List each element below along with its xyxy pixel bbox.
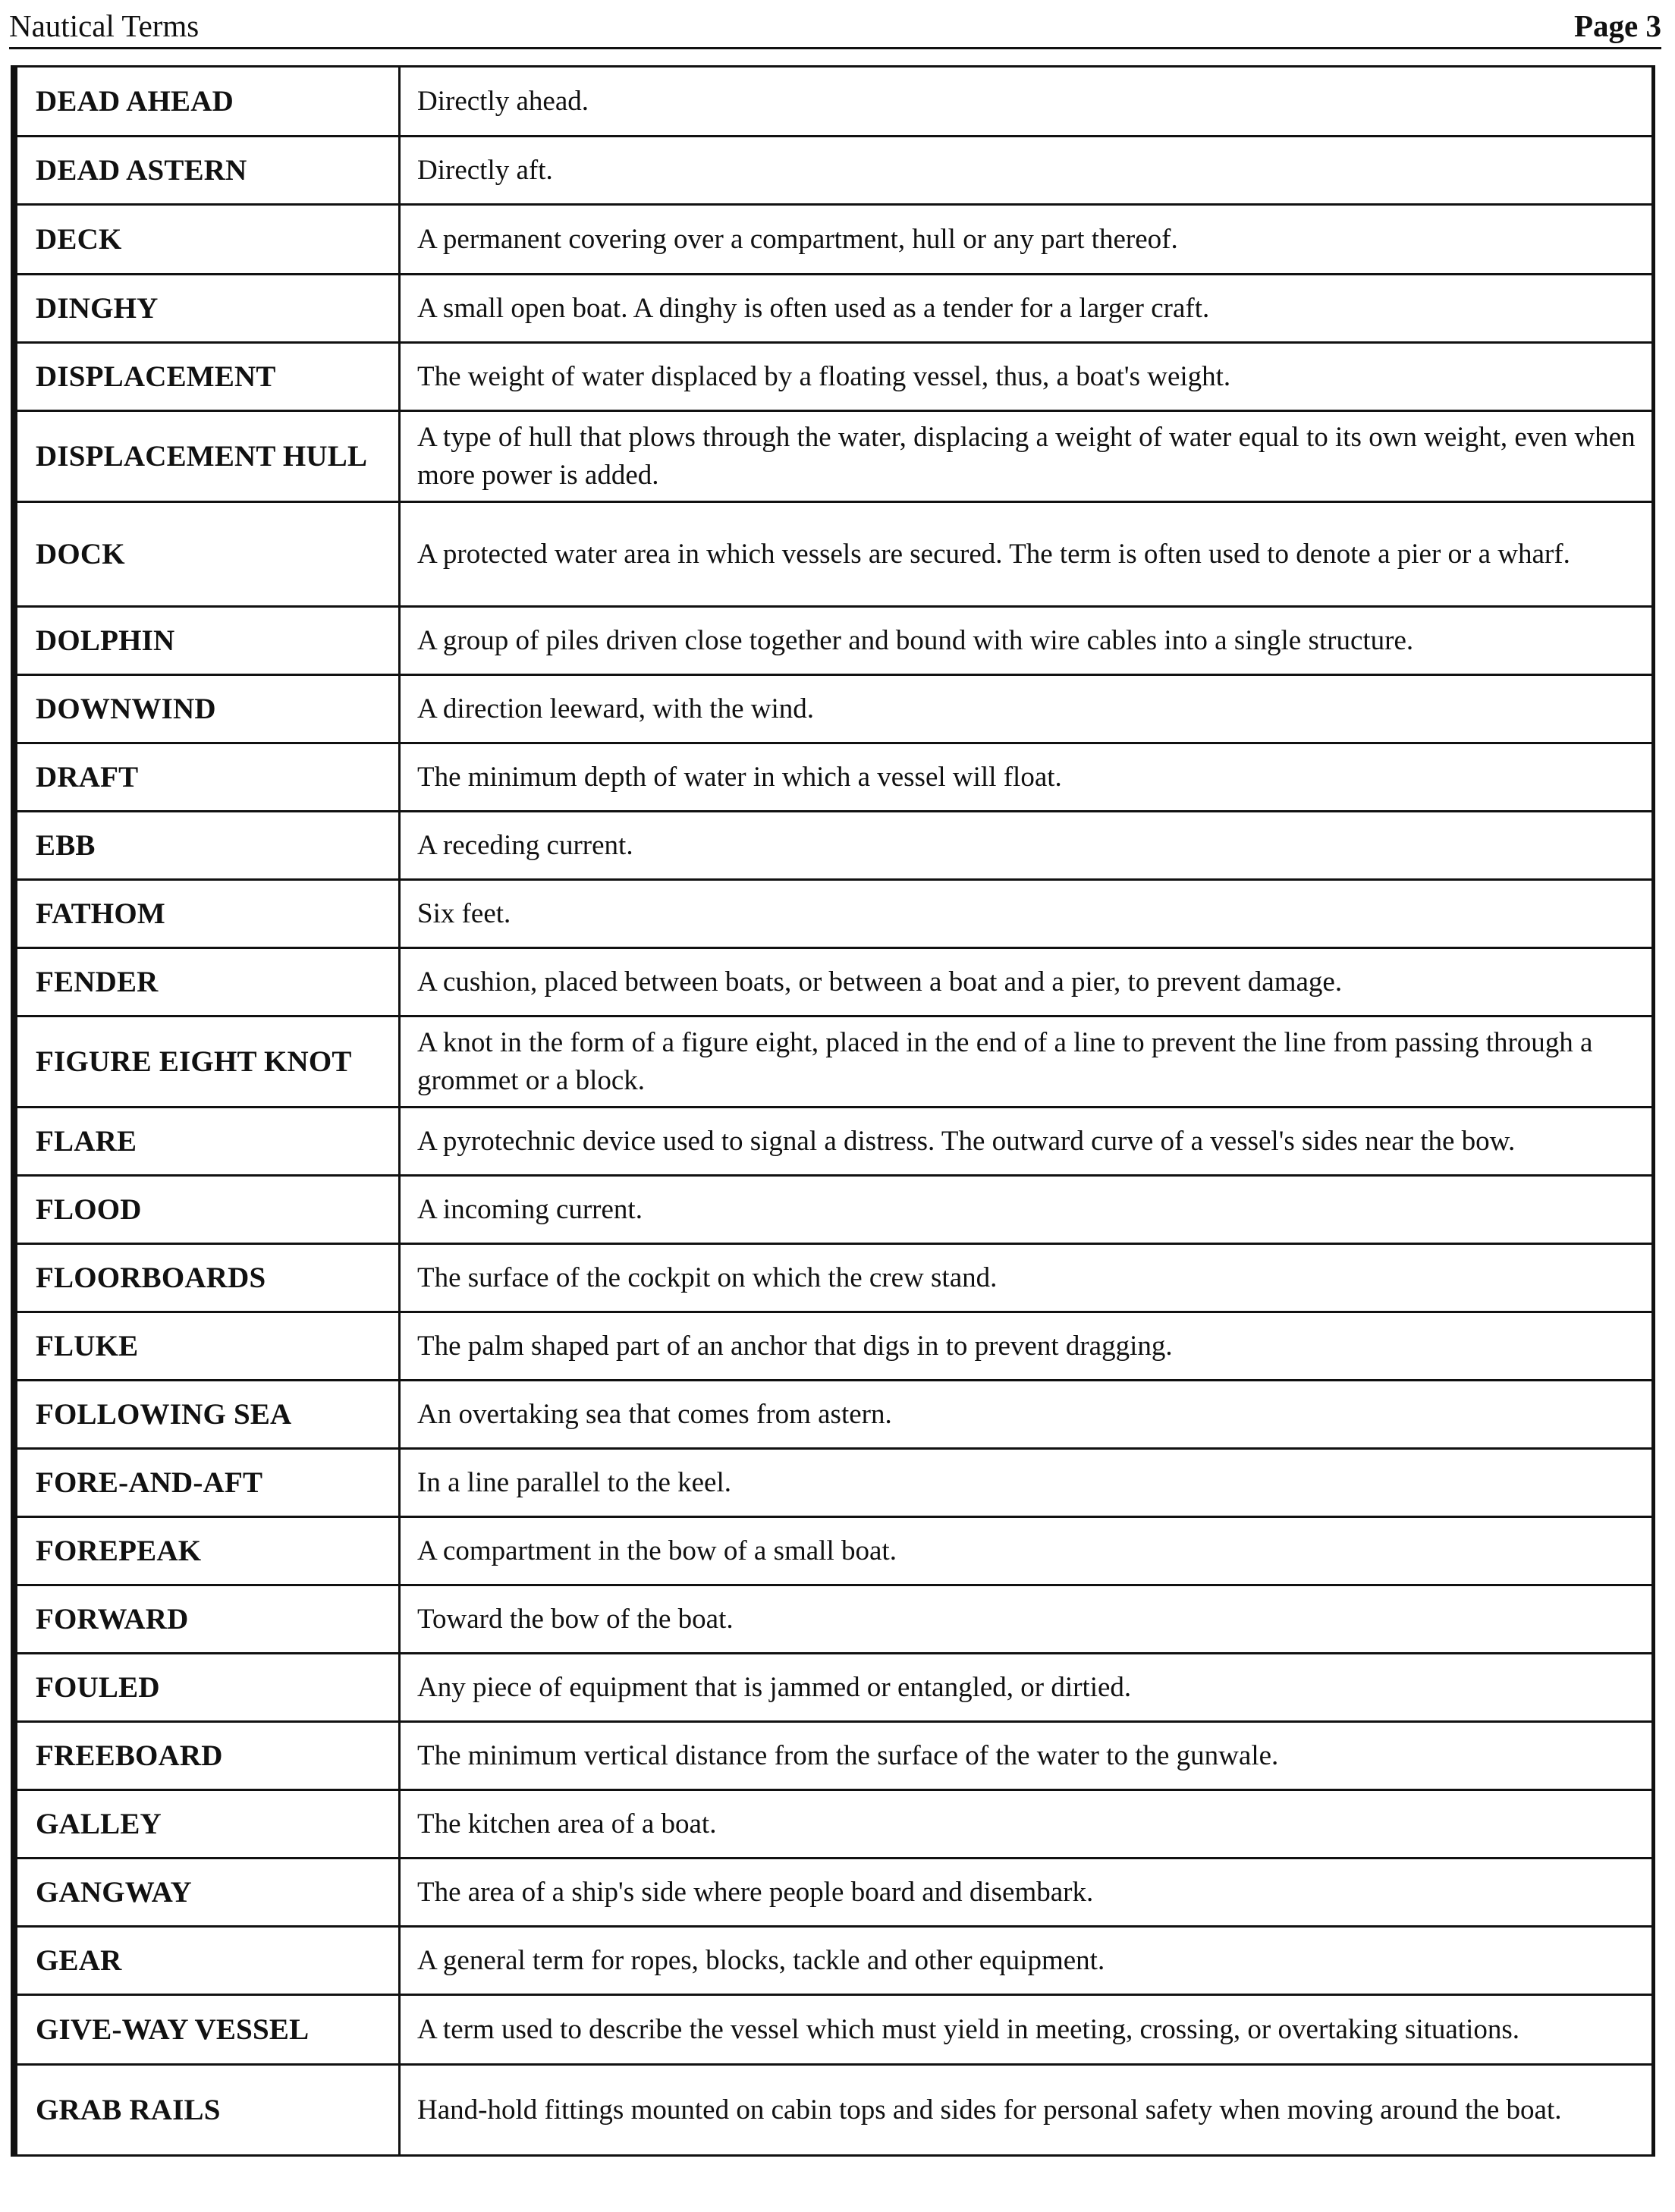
definition-cell: A compartment in the bow of a small boat. xyxy=(400,1517,1654,1585)
term-cell: FATHOM xyxy=(14,880,400,948)
glossary-row xyxy=(14,1859,1654,1927)
glossary-row xyxy=(14,1927,1654,1995)
glossary-row xyxy=(14,1108,1654,1176)
term-cell: FENDER xyxy=(14,948,400,1016)
glossary-row xyxy=(14,205,1654,275)
definition-cell: The minimum depth of water in which a vessel will float. xyxy=(400,743,1654,812)
term-cell: DOWNWIND xyxy=(14,675,400,743)
glossary-row xyxy=(14,1722,1654,1790)
term-cell: FORWARD xyxy=(14,1585,400,1654)
term-cell: DINGHY xyxy=(14,275,400,343)
definition-cell: A general term for ropes, blocks, tackle and other equipment. xyxy=(400,1927,1654,1995)
term-cell: GANGWAY xyxy=(14,1859,400,1927)
glossary-row xyxy=(14,1449,1654,1517)
term-cell: GRAB RAILS xyxy=(14,2065,400,2156)
definition-cell: Directly ahead. xyxy=(400,67,1654,137)
glossary-row xyxy=(14,607,1654,675)
glossary-row xyxy=(14,502,1654,607)
term-cell: FOLLOWING SEA xyxy=(14,1381,400,1449)
term-cell: FIGURE EIGHT KNOT xyxy=(14,1016,400,1108)
glossary-row xyxy=(14,67,1654,137)
definition-cell: A small open boat. A dinghy is often used as a tender for a larger craft. xyxy=(400,275,1654,343)
glossary-row xyxy=(14,1381,1654,1449)
definition-cell: A receding current. xyxy=(400,812,1654,880)
term-cell: GEAR xyxy=(14,1927,400,1995)
glossary-row xyxy=(14,1654,1654,1722)
glossary-row xyxy=(14,1176,1654,1244)
glossary-row xyxy=(14,1016,1654,1108)
glossary-row xyxy=(14,1995,1654,2065)
term-cell: DECK xyxy=(14,205,400,275)
definition-cell: An overtaking sea that comes from astern. xyxy=(400,1381,1654,1449)
definition-cell: In a line parallel to the keel. xyxy=(400,1449,1654,1517)
term-cell: FLOOD xyxy=(14,1176,400,1244)
definition-cell: The surface of the cockpit on which the crew stand. xyxy=(400,1244,1654,1312)
definition-cell: Any piece of equipment that is jammed or entangled, or dirtied. xyxy=(400,1654,1654,1722)
page-header xyxy=(9,5,1661,49)
glossary-row xyxy=(14,948,1654,1016)
definition-cell: A term used to describe the vessel which must yield in meeting, crossing, or overtaking situations. xyxy=(400,1995,1654,2065)
glossary-row xyxy=(14,880,1654,948)
glossary-row xyxy=(14,1790,1654,1859)
term-cell: DEAD ASTERN xyxy=(14,137,400,205)
glossary-row xyxy=(14,137,1654,205)
definition-cell: The kitchen area of a boat. xyxy=(400,1790,1654,1859)
definition-cell: The minimum vertical distance from the surface of the water to the gunwale. xyxy=(400,1722,1654,1790)
term-cell: FOULED xyxy=(14,1654,400,1722)
glossary-row xyxy=(14,2065,1654,2156)
term-cell: FORE-AND-AFT xyxy=(14,1449,400,1517)
term-cell: DOLPHIN xyxy=(14,607,400,675)
definition-cell: Six feet. xyxy=(400,880,1654,948)
definition-cell: The area of a ship's side where people board and disembark. xyxy=(400,1859,1654,1927)
definition-cell: A cushion, placed between boats, or between a boat and a pier, to prevent damage. xyxy=(400,948,1654,1016)
page-number: Page 3 xyxy=(1574,8,1661,43)
term-cell: FLARE xyxy=(14,1108,400,1176)
definition-cell: A pyrotechnic device used to signal a distress. The outward curve of a vessel's sides near the bow. xyxy=(400,1108,1654,1176)
document-title: Nautical Terms xyxy=(9,8,200,43)
glossary-row xyxy=(14,411,1654,502)
term-cell: DOCK xyxy=(14,502,400,607)
glossary-row xyxy=(14,675,1654,743)
definition-cell: A permanent covering over a compartment, hull or any part thereof. xyxy=(400,205,1654,275)
glossary-row xyxy=(14,1585,1654,1654)
term-cell: EBB xyxy=(14,812,400,880)
glossary-row xyxy=(14,275,1654,343)
term-cell: FOREPEAK xyxy=(14,1517,400,1585)
term-cell: FLUKE xyxy=(14,1312,400,1381)
glossary-row xyxy=(14,1312,1654,1381)
term-cell: GALLEY xyxy=(14,1790,400,1859)
definition-cell: A knot in the form of a figure eight, placed in the end of a line to prevent the line from passing through a grommet or a block. xyxy=(400,1016,1654,1108)
glossary-row xyxy=(14,743,1654,812)
definition-cell: A type of hull that plows through the water, displacing a weight of water equal to its own weight, even when more power is added. xyxy=(400,411,1654,502)
term-cell: DISPLACEMENT HULL xyxy=(14,411,400,502)
term-cell: DEAD AHEAD xyxy=(14,67,400,137)
definition-cell: The palm shaped part of an anchor that digs in to prevent dragging. xyxy=(400,1312,1654,1381)
definition-cell: Toward the bow of the boat. xyxy=(400,1585,1654,1654)
term-cell: DRAFT xyxy=(14,743,400,812)
definition-cell: Directly aft. xyxy=(400,137,1654,205)
definition-cell: A incoming current. xyxy=(400,1176,1654,1244)
definition-cell: A group of piles driven close together and bound with wire cables into a single structure. xyxy=(400,607,1654,675)
definition-cell: Hand-hold fittings mounted on cabin tops and sides for personal safety when moving around the boat. xyxy=(400,2065,1654,2156)
glossary-row xyxy=(14,1244,1654,1312)
term-cell: GIVE-WAY VESSEL xyxy=(14,1995,400,2065)
definition-cell: The weight of water displaced by a floating vessel, thus, a boat's weight. xyxy=(400,343,1654,411)
definition-cell: A protected water area in which vessels are secured. The term is often used to denote a pier or a wharf. xyxy=(400,502,1654,607)
term-cell: FREEBOARD xyxy=(14,1722,400,1790)
glossary-row xyxy=(14,812,1654,880)
glossary-row xyxy=(14,343,1654,411)
term-cell: DISPLACEMENT xyxy=(14,343,400,411)
term-cell: FLOORBOARDS xyxy=(14,1244,400,1312)
definition-cell: A direction leeward, with the wind. xyxy=(400,675,1654,743)
glossary-table xyxy=(11,65,1655,2157)
glossary-row xyxy=(14,1517,1654,1585)
